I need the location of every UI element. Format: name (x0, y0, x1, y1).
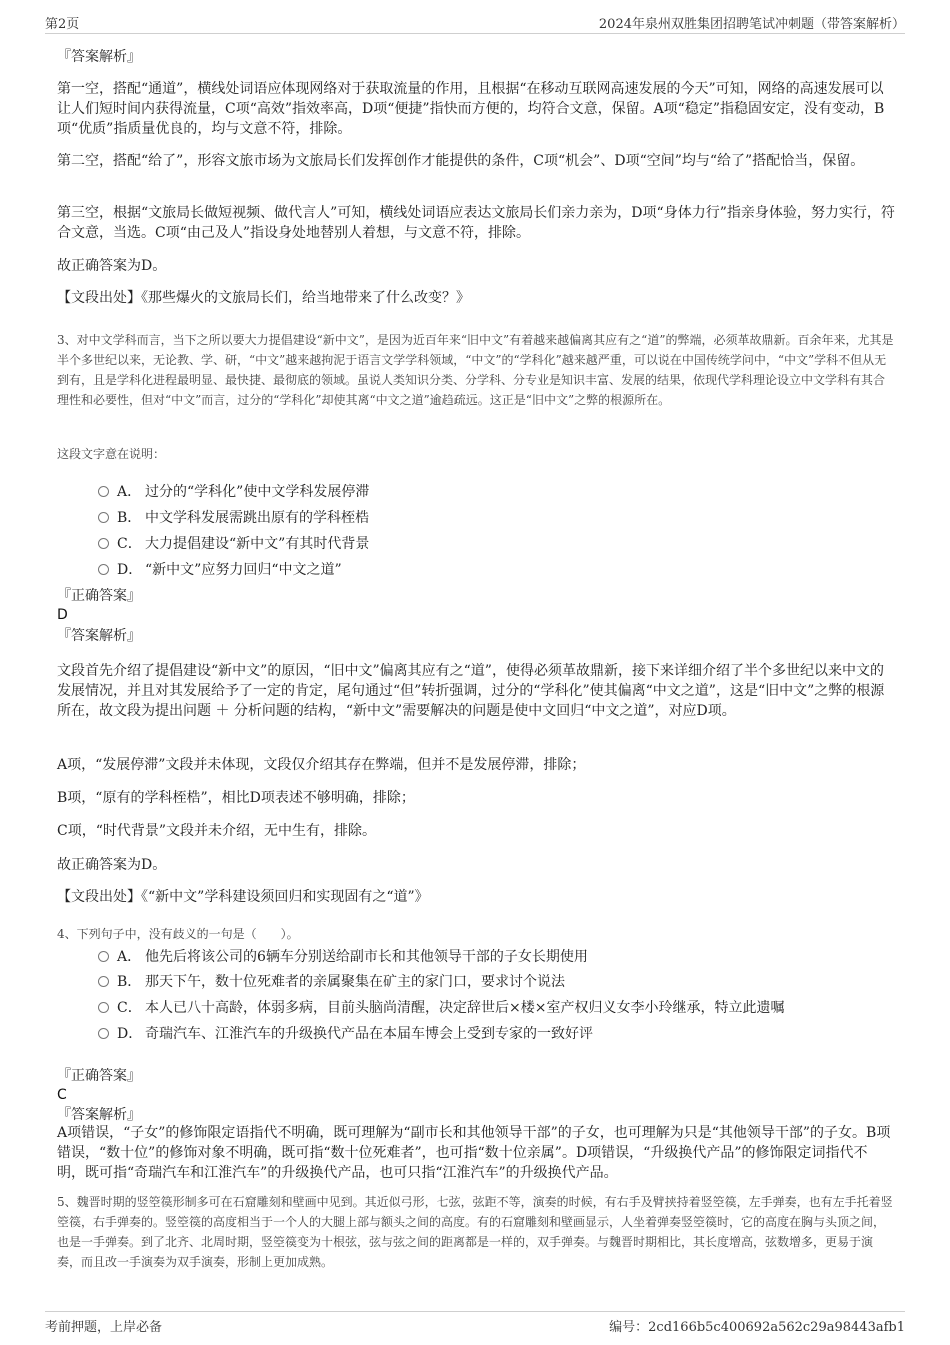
radio-icon[interactable] (98, 538, 109, 549)
page-number: 第2页 (45, 17, 80, 32)
radio-icon[interactable] (98, 486, 109, 497)
question-3-stem: 3、对中文学科而言，当下之所以要大力提倡建设“新中文”，是因为近百年来“旧中文”有着越来越偏离其应有之“道”的弊端，必须革故鼎新。百余年来，尤其是半个多世纪以来，无论教、学、研，“中文”越来越拘泥于语言文学学科领域，“中文”的“学科化”越来越严重，可以说在中国传统学问中，“中文”学科不但从无到有，且是学科化进程最明显、最快捷、最彻底的领域。虽说人类知识分类、分学科、分专业是知识丰富、发展的结果，依现代学科理论设立中文学科有其合理性和必要性，但对“中文”而言，过分的“学科化”却使其离“中文之道”逾趋疏远。这正是“旧中文”之弊的根源所在。 (57, 333, 894, 407)
source-citation: 【文段出处】《“新中文”学科建设须回归和实现固有之“道”》 (57, 889, 429, 905)
analysis-label: 『答案解析』 (57, 628, 141, 644)
analysis-conclusion: 故正确答案为D。 (57, 857, 167, 873)
page-footer (45, 1311, 905, 1338)
option-b[interactable]: B． 那天下午，数十位死难者的亲属聚集在矿主的家门口，要求讨个说法 (98, 972, 565, 992)
analysis-paragraph: A项错误，“子女”的修饰限定语指代不明确，既可理解为“副市长和其他领导干部”的子女，也可理解为只是“其他领导干部”的子女。B项错误，“数十位”的修饰对象不明确，既可指“数十位死难者”，也可指“数十位亲属”。D项错误，“升级换代产品”的修饰限定词指代不明，既可指“奇瑞汽车和江淮汽车”的升级换代产品，也可只指“江淮汽车”的升级换代产品。 (57, 1125, 891, 1181)
correct-answer-label: 『正确答案』 (57, 588, 141, 604)
page-header (45, 11, 905, 34)
analysis-paragraph-2: 第二空，搭配“给了”，形容文旅市场为文旅局长们发挥创作才能提供的条件，C项“机会”、D项“空间”均与“给了”搭配恰当，保留。 (57, 153, 865, 169)
analysis-paragraph-2: A项，“发展停滞”文段并未体现，文段仅介绍其存在弊端，但并不是发展停滞，排除； (57, 757, 586, 773)
option-a[interactable]: A． 过分的“学科化”使中文学科发展停滞 (98, 482, 369, 502)
correct-answer-label: 『正确答案』 (57, 1068, 141, 1084)
question-3-prompt: 这段文字意在说明： (57, 447, 166, 461)
radio-icon[interactable] (98, 951, 109, 962)
radio-icon[interactable] (98, 1028, 109, 1039)
analysis-paragraph-4: C项，“时代背景”文段并未介绍，无中生有，排除。 (57, 823, 377, 839)
option-d[interactable]: D． 奇瑞汽车、江淮汽车的升级换代产品在本届车博会上受到专家的一致好评 (98, 1024, 593, 1044)
footer-slogan: 考前押题，上岸必备 (45, 1320, 163, 1335)
option-d[interactable]: D． “新中文”应努力回归“中文之道” (98, 560, 342, 580)
analysis-paragraph-3: 第三空，根据“文旅局长做短视频、做代言人”可知，横线处词语应表达文旅局长们亲力亲为，D项“身体力行”指亲身体验，努力实行，符合文意，当选。C项“由己及人”指设身处地替别人着想，与文意不符，排除。 (57, 205, 895, 241)
correct-answer: C (57, 1087, 67, 1103)
option-b[interactable]: B． 中文学科发展需跳出原有的学科桎梏 (98, 508, 369, 528)
analysis-paragraph-3: B项，“原有的学科桎梏”，相比D项表述不够明确，排除； (57, 790, 415, 806)
document-code: 编号：2cd166b5c400692a562c29a98443afb1 (609, 1320, 905, 1335)
source-citation: 【文段出处】《那些爆火的文旅局长们，给当地带来了什么改变？》 (57, 290, 470, 306)
option-a[interactable]: A． 他先后将该公司的6辆车分别送给副市长和其他领导干部的子女长期使用 (98, 947, 588, 967)
option-c[interactable]: C． 大力提倡建设“新中文”有其时代背景 (98, 534, 369, 554)
analysis-label: 『答案解析』 (57, 1107, 141, 1123)
document-title: 2024年泉州双胜集团招聘笔试冲刺题（带答案解析） (598, 17, 905, 32)
analysis-label: 『答案解析』 (57, 49, 141, 65)
analysis-conclusion: 故正确答案为D。 (57, 258, 167, 274)
question-5-stem: 5、魏晋时期的竖箜篌形制多可在石窟雕刻和壁画中见到。其近似弓形，七弦，弦距不等，演奏的时候，有右手及臂挟持着竖箜篌，左手弹奏，也有左手托着竖箜篌，右手弹奏的。竖箜篌的高度相当于一个人的大腿上部与额头之间的高度。有的石窟雕刻和壁画显示，人坐着弹奏竖箜篌时，它的高度在胸与头顶之间，也是一手弹奏。到了北齐、北周时期，竖箜篌变为十根弦，弦与弦之间的距离都是一样的，双手弹奏。与魏晋时期相比，其长度增高，弦数增多，更易于演奏，而且改一手演奏为双手演奏，形制上更加成熟。 (57, 1195, 893, 1269)
question-4-stem: 4、下列句子中，没有歧义的一句是（ ）。 (57, 927, 299, 941)
correct-answer: D (57, 607, 68, 623)
radio-icon[interactable] (98, 1002, 109, 1013)
radio-icon[interactable] (98, 564, 109, 575)
radio-icon[interactable] (98, 976, 109, 987)
analysis-paragraph-1: 文段首先介绍了提倡建设“新中文”的原因，“旧中文”偏离其应有之“道”，使得必须革故鼎新，接下来详细介绍了半个多世纪以来中文的发展情况，并且对其发展给予了一定的肯定，尾句通过“但”转折强调，过分的“学科化”使其偏离“中文之道”，这是“旧中文”之弊的根源所在，故文段为提出问题 ＋ 分析问题的结构，“新中文”需要解决的问题是使中文回归“中文之道”，对应D项。 (57, 663, 885, 719)
analysis-paragraph-1: 第一空，搭配“通道”，横线处词语应体现网络对于获取流量的作用，且根据“在移动互联网高速发展的今天”可知，网络的高速发展可以让人们短时间内获得流量，C项“高效”指效率高，D项“便捷”指快而方便的，均符合文意，保留。A项“稳定”指稳固安定，没有变动，B项“优质”指质量优良的，均与文意不符，排除。 (57, 81, 885, 137)
radio-icon[interactable] (98, 512, 109, 523)
option-c[interactable]: C． 本人已八十高龄，体弱多病，目前头脑尚清醒，决定辞世后×楼×室产权归义女李小玲继承，特立此遗嘱 (98, 998, 784, 1018)
